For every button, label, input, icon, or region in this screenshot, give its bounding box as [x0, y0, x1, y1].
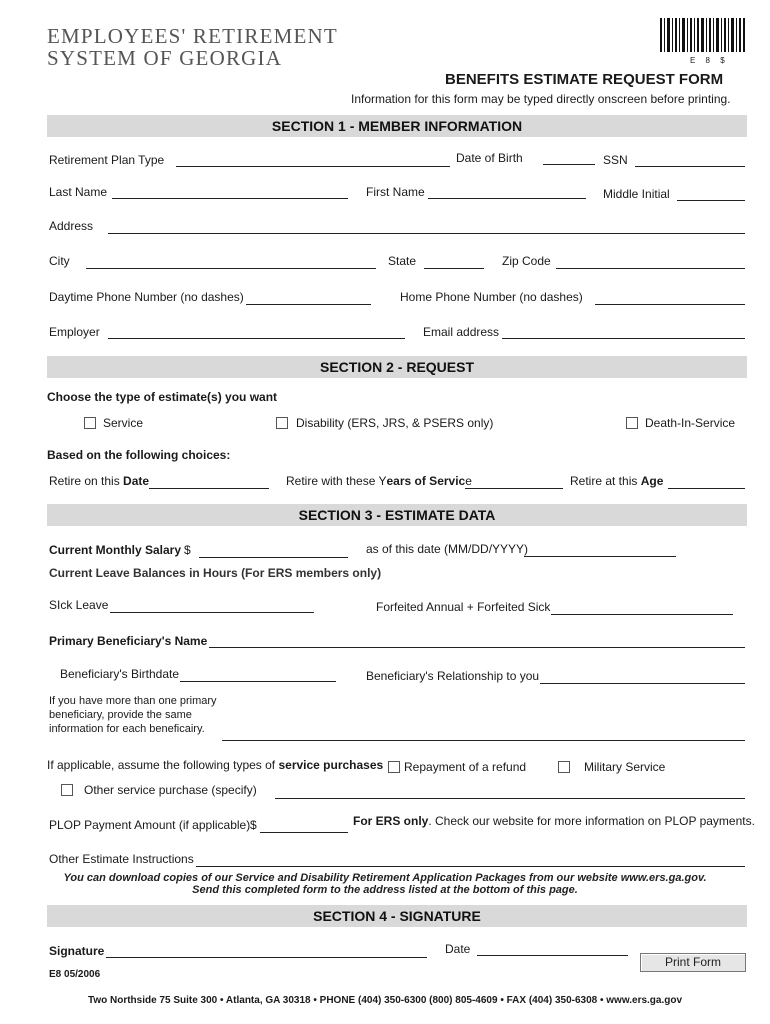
retire-date-field[interactable] — [149, 488, 269, 489]
multi-beneficiary-note-1: If you have more than one primary — [49, 695, 217, 707]
military-label: Military Service — [584, 760, 666, 774]
multi-beneficiary-note-2: beneficiary, provide the same — [49, 709, 192, 721]
additional-beneficiary-field[interactable] — [222, 740, 745, 741]
retire-years-label: Retire with these Years of Service — [286, 474, 472, 488]
beneficiary-relationship-label: Beneficiary's Relationship to you — [366, 669, 540, 683]
salary-field[interactable] — [199, 557, 348, 558]
death-in-service-checkbox[interactable] — [626, 417, 638, 429]
service-checkbox[interactable] — [84, 417, 96, 429]
last-name-field[interactable] — [112, 198, 348, 199]
retirement-plan-type-field[interactable] — [176, 166, 450, 167]
military-checkbox[interactable] — [558, 761, 570, 773]
first-name-label: First Name — [366, 185, 425, 199]
first-name-field[interactable] — [428, 198, 586, 199]
forfeited-label: Forfeited Annual + Forfeited Sick — [376, 600, 551, 614]
retire-age-field[interactable] — [668, 488, 745, 489]
other-instructions-label: Other Estimate Instructions — [49, 852, 194, 866]
download-notice-line1: You can download copies of our Service and Disability Retirement Application Packages from our website www.ers.ga.gov. — [63, 872, 707, 884]
section2-header — [47, 356, 747, 378]
section1-header — [47, 115, 747, 137]
download-notice-line2: Send this completed form to the address listed at the bottom of this page. — [192, 884, 578, 896]
ers-only-note: For ERS only. Check our website for more information on PLOP payments. — [353, 814, 755, 828]
plop-amount-field[interactable] — [260, 832, 348, 833]
plop-dollar: $ — [250, 818, 257, 832]
disability-option-label: Disability (ERS, JRS, & PSERS only) — [296, 416, 494, 430]
section1-title: SECTION 1 - MEMBER INFORMATION — [271, 118, 523, 134]
daytime-phone-field[interactable] — [246, 304, 371, 305]
leave-balances-label: Current Leave Balances in Hours (For ERS members only) — [49, 566, 382, 580]
zip-code-field[interactable] — [556, 268, 745, 269]
home-phone-label: Home Phone Number (no dashes) — [400, 290, 583, 304]
beneficiary-name-label: Primary Beneficiary's Name — [49, 634, 208, 648]
based-on-label: Based on the following choices: — [47, 448, 231, 462]
address-field[interactable] — [108, 233, 745, 234]
home-phone-field[interactable] — [595, 304, 745, 305]
barcode-graphic — [660, 18, 746, 60]
section4-header — [47, 905, 747, 927]
city-label: City — [49, 254, 70, 268]
sick-leave-label: SIck Leave — [49, 598, 109, 612]
as-of-date-field[interactable] — [524, 556, 676, 557]
daytime-phone-label: Daytime Phone Number (no dashes) — [49, 290, 244, 304]
repayment-label: Repayment of a refund — [404, 760, 527, 774]
choose-type-label: Choose the type of estimate(s) you want — [47, 390, 278, 404]
beneficiary-birthdate-field[interactable] — [180, 681, 336, 682]
email-field[interactable] — [502, 338, 745, 339]
employer-field[interactable] — [108, 338, 405, 339]
service-purchases-label: If applicable, assume the following types of service purchases — [47, 758, 384, 772]
beneficiary-birthdate-label: Beneficiary's Birthdate — [60, 667, 180, 681]
form-code: E8 05/2006 — [49, 969, 101, 980]
last-name-label: Last Name — [49, 185, 108, 199]
retire-years-field[interactable] — [465, 488, 563, 489]
other-instructions-field[interactable] — [196, 866, 745, 867]
section3-title: SECTION 3 - ESTIMATE DATA — [298, 507, 496, 523]
barcode — [660, 18, 746, 60]
multi-beneficiary-note-3: information for each beneficairy. — [49, 723, 205, 735]
section2-title: SECTION 2 - REQUEST — [319, 359, 475, 375]
ssn-label: SSN — [603, 153, 628, 167]
beneficiary-name-field[interactable] — [209, 647, 745, 648]
footer-address: Two Northside 75 Suite 300 • Atlanta, GA 30318 • PHONE (404) 350-6300 (800) 805-4609 • FAX (404) 350-6308 • www.ers.ga.gov — [87, 995, 683, 1006]
retire-date-label: Retire on this Date — [49, 474, 150, 488]
salary-dollar: $ — [184, 543, 191, 557]
as-of-date-label: as of this date (MM/DD/YYYY) — [366, 542, 529, 556]
repayment-checkbox[interactable] — [388, 761, 400, 773]
section4-title: SECTION 4 - SIGNATURE — [313, 908, 481, 924]
form-instruction: Information for this form may be typed directly onscreen before printing. — [351, 92, 731, 106]
email-label: Email address — [423, 325, 500, 339]
form-title: BENEFITS ESTIMATE REQUEST FORM — [445, 71, 724, 88]
beneficiary-relationship-field[interactable] — [540, 683, 745, 684]
middle-initial-field[interactable] — [677, 200, 745, 201]
signature-date-field[interactable] — [477, 955, 628, 956]
section3-header — [47, 504, 747, 526]
plop-amount-label: PLOP Payment Amount (if applicable) — [49, 818, 251, 832]
zip-code-label: Zip Code — [502, 254, 551, 268]
org-name-line2: SYSTEM OF GEORGIA — [47, 46, 283, 70]
middle-initial-label: Middle Initial — [603, 187, 670, 201]
city-field[interactable] — [86, 268, 376, 269]
other-purchase-label: Other service purchase (specify) — [84, 783, 257, 797]
forfeited-field[interactable] — [551, 614, 733, 615]
salary-label: Current Monthly Salary — [49, 543, 182, 557]
service-option-label: Service — [103, 416, 144, 430]
retirement-plan-type-label: Retirement Plan Type — [49, 153, 165, 167]
employer-label: Employer — [49, 325, 100, 339]
signature-label: Signature — [49, 944, 105, 958]
date-of-birth-field[interactable] — [543, 164, 595, 165]
signature-date-label: Date — [445, 942, 471, 956]
ssn-field[interactable] — [635, 166, 745, 167]
date-of-birth-label: Date of Birth — [456, 151, 523, 165]
sick-leave-field[interactable] — [110, 612, 314, 613]
death-in-service-option-label: Death-In-Service — [645, 416, 736, 430]
barcode-text: E 8 $ — [690, 56, 729, 65]
state-field[interactable] — [424, 268, 484, 269]
state-label: State — [388, 254, 417, 268]
retire-age-label: Retire at this Age — [570, 474, 664, 488]
signature-field[interactable] — [106, 957, 427, 958]
org-name-line1: EMPLOYEES' RETIREMENT — [47, 24, 338, 48]
address-label: Address — [49, 219, 94, 233]
disability-checkbox[interactable] — [276, 417, 288, 429]
other-purchase-field[interactable] — [275, 798, 745, 799]
print-form-button[interactable]: Print Form — [640, 953, 746, 972]
other-purchase-checkbox[interactable] — [61, 784, 73, 796]
